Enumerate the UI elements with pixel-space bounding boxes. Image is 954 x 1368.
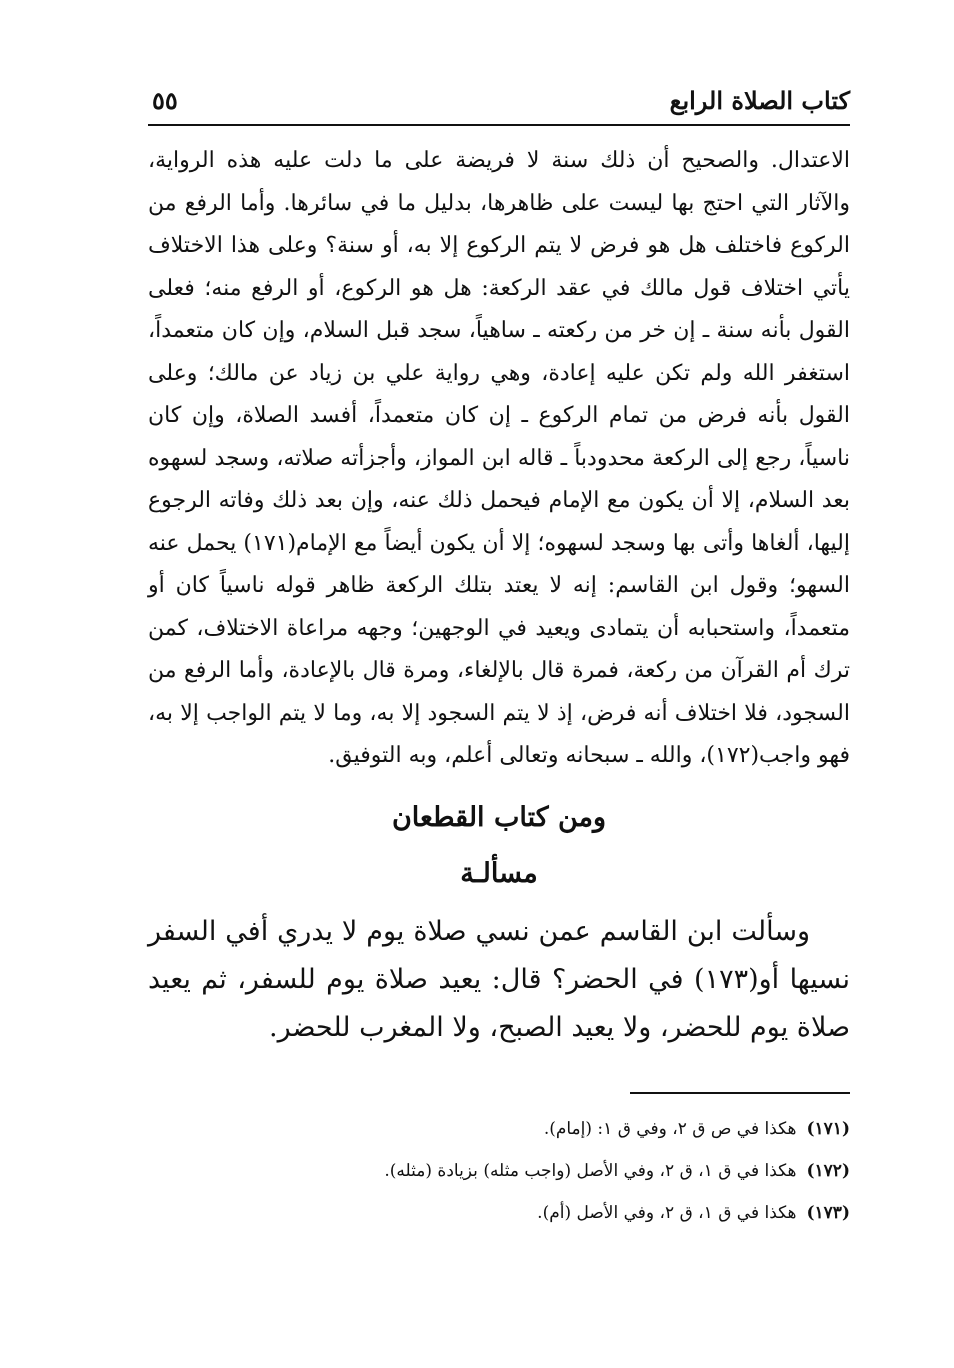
footnote-number: (١٧٢) <box>806 1160 850 1181</box>
question-paragraph: وسألت ابن القاسم عمن نسي صلاة يوم لا يدري أفي السفر نسيها أو(١٧٣) في الحضر؟ قال: يعيد صلاة يوم للسفر، ثم يعيد صلاة يوم للحضر، ولا يعيد الصبح، ولا المغرب للحضر. <box>148 915 851 1043</box>
running-title: كتاب الصلاة الرابع <box>669 86 850 115</box>
page <box>148 80 850 1234</box>
subsection-heading: مسألـة <box>460 857 538 889</box>
footnote-text: هكذا في ق ١، ق ٢، وفي الأصل (واجب مثله) بزيادة (مثله). <box>384 1160 797 1181</box>
footnote-number: (١٧١) <box>806 1118 850 1139</box>
footnote-item <box>148 1192 850 1234</box>
page-header <box>148 80 850 126</box>
body-paragraph: الاعتدال. والصحيح أن ذلك سنة لا فريضة على ما دلت عليه هذه الرواية، والآثار التي احتج بها ليست على ظاهرها، بدليل ما في سائرها. وأما الرفع من الركوع فاختلف هل هو فرض لا يتم الركوع إلا به، أو سنة؟ وعلى هذا الاختلاف يأتي اختلاف قول مالك في عقد الركعة: هل هو الركوع، أو الرفع منه؛ فعلى القول بأنه سنة ـ إن خر من ركعته ـ ساهياً، سجد قبل السلام، وإن كان متعمداً، استغفر الله ولم تكن عليه إعادة، وهي رواية علي بن زياد عن مالك؛ وعلى القول بأنه فرض من تمام الركوع ـ إن كان متعمداً، أفسد الصلاة، وإن كان ناسياً، رجع إلى الركعة محدودباً ـ قاله ابن المواز، وأجزأته صلاته، وسجد لسهوه بعد السلام، إلا أن يكون مع الإمام فيحمل ذلك عنه، وإن بعد ذلك وفاته الرجوع إليها، ألغاها وأتى بها وسجد لسهوه؛ إلا أن يكون أيضاً مع الإمام(١٧١) يحمل عنه السهو؛ وقول ابن القاسم: إنه لا يعتد بتلك الركعة ظاهر قوله ناسياً كان أو متعمداً، واستحبابه أن يتمادى ويعيد في الوجهين؛ وجهه مراعاة الاختلاف، كمن ترك أم القرآن من ركعة، فمرة قال بالإلغاء، ومرة قال بالإعادة، وأما الرفع من السجود، فلا اختلاف أنه فرض، إذ لا يتم السجود إلا به، وما لا يتم الواجب إلا به، فهو واجب(١٧٢)، والله ـ سبحانه وتعالى أعلم، وبه التوفيق. <box>148 148 850 768</box>
question-text <box>148 908 850 1052</box>
footnote-divider <box>630 1092 850 1094</box>
section-heading: ومن كتاب القطعان <box>391 801 607 833</box>
footnote-number: (١٧٣) <box>806 1202 850 1223</box>
footnotes <box>148 1108 850 1234</box>
footnote-text: هكذا في ق ١، ق ٢، وفي الأصل (أم). <box>537 1202 797 1223</box>
footnote-text: هكذا في ص ق ٢، وفي ق ١: (إمام). <box>543 1118 797 1139</box>
footnote-item <box>148 1108 850 1150</box>
body-text <box>148 140 850 778</box>
footnote-item <box>148 1150 850 1192</box>
page-number: ٥٥ <box>152 86 178 115</box>
